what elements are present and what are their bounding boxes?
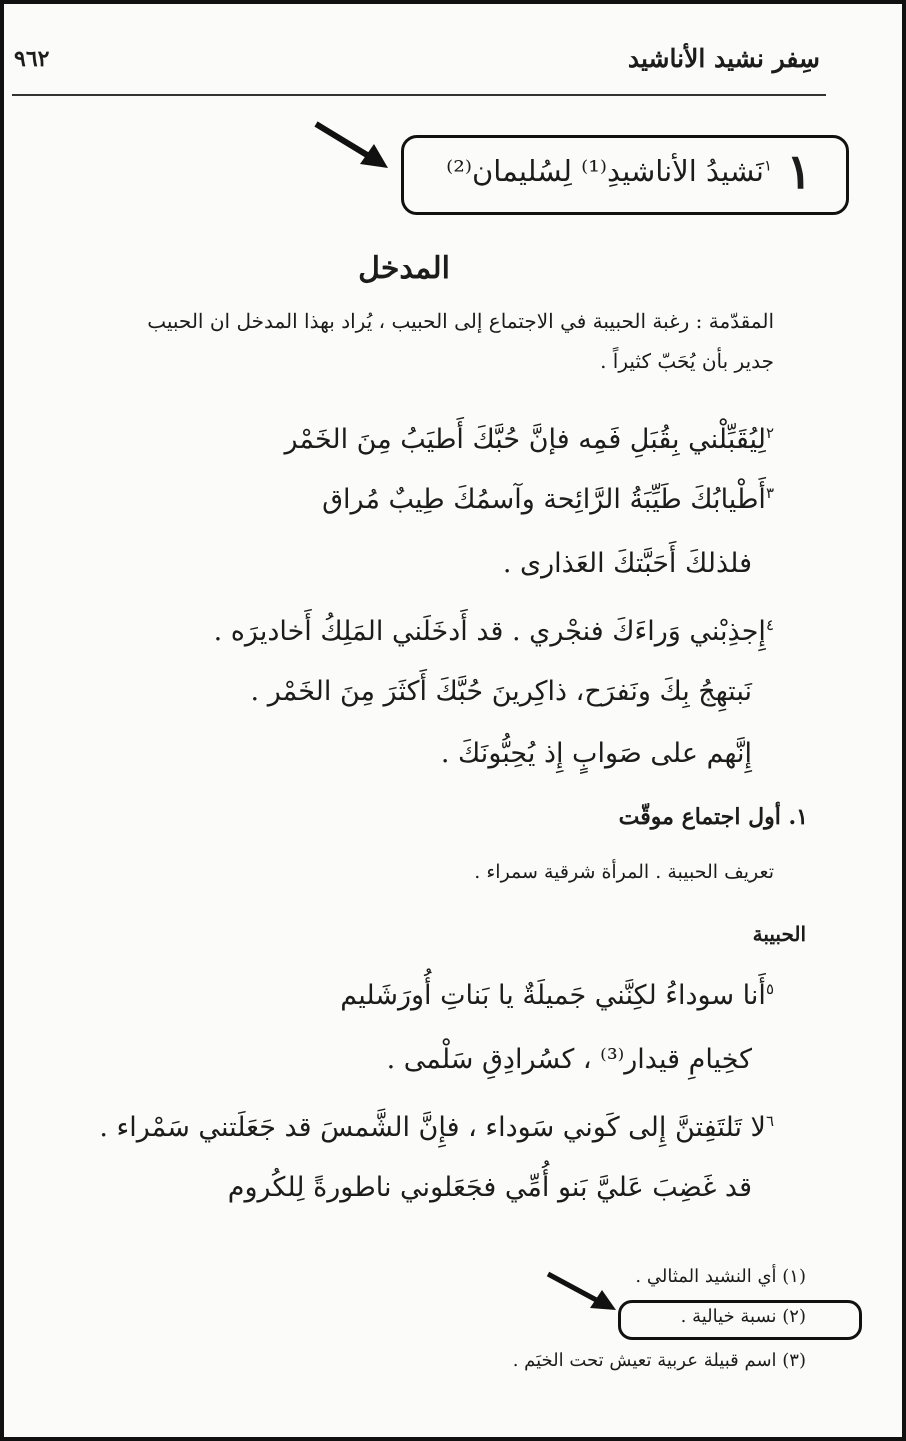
arrow-to-footnote-icon [542,1268,622,1320]
section-title: المدخل [358,251,450,286]
verse-line [284,424,774,455]
verse-line [214,616,774,647]
subsection-text: تعريف الحبيبة . المرأة شرقية سمراء . [474,861,774,883]
verse-mark: ٢ [765,424,774,442]
verse-mark: ١ [763,156,772,175]
verse-text: كخِيامِ قيدار⁽³⁾ ، كسُرادِقِ سَلْمى . [386,1044,752,1075]
verse-line [251,676,752,707]
verse-text: لِيُقَبِّلْني بِقُبَلِ فَمِه فإنَّ حُبَّكَ أَطيَبُ مِنَ الخَمْر [284,424,766,455]
verse-line [387,1044,752,1075]
verse-mark: ٦ [765,1112,774,1130]
verse-mark: ٣ [765,484,774,502]
verse-text: أَطْيابُكَ طَيِّبَةُ الرَّائِحة وآسمُكَ طِيبٌ مُراق [322,484,766,515]
verse-line [503,548,752,579]
page-number: ٩٦٢ [14,46,50,72]
verse-text: لا تَلتَفِتنَّ إِلى كَوني سَوداء ، فإِنَّ الشَّمسَ قد جَعَلَتني سَمْراء . [99,1112,766,1143]
footnote-2: (٢) نسبة خيالية . [680,1306,806,1327]
subsection-title: ١. أول اجتماع موقّت [618,804,808,830]
intro-line-1: المقدّمة : رغبة الحبيبة في الاجتماع إلى الحبيب ، يُراد بهذا المدخل ان الحبيب [147,309,774,333]
header-rule [12,94,826,96]
verse-text: إِجذِبْني وَراءَكَ فنجْري . قد أَدخَلَني المَلِكُ أَخاديرَه . [213,616,766,647]
chapter-number: ١ [786,144,812,200]
verse-text: نَبتهِجُ بِكَ ونَفرَح، ذاكِرينَ حُبَّكَ أَكثَرَ مِنَ الخَمْر . [250,676,752,707]
verse-line [441,738,752,769]
verse-mark: ٥ [765,980,774,998]
verse-text: قد غَضِبَ عَليَّ بَنو أُمِّي فجَعَلوني ناطورةً لِلكُروم [227,1172,752,1203]
verse-line [340,980,774,1011]
verse-line [99,1112,774,1143]
chapter-title [446,154,772,188]
footnote-3: (٣) اسم قبيلة عربية تعيش تحت الخيَم . [512,1350,806,1371]
chapter-title-text: نَشيدُ الأناشيدِ⁽¹⁾ لِسُليمان⁽²⁾ [446,154,764,188]
verse-text: إِنَّهم على صَوابٍ إِذ يُحِبُّونَكَ . [440,738,752,769]
footnote-1: (١) أي النشيد المثالي . [635,1266,806,1287]
running-header-title: سِفر نشيد الأناشيد [627,44,820,73]
verse-text: أَنا سوداءُ لكِنَّني جَميلَةٌ يا بَناتِ أُورَشَليم [340,980,766,1011]
verse-mark: ٤ [765,616,774,634]
speaker-label: الحبيبة [752,922,806,946]
intro-line-2: جدير بأن يُحَبّ كثيراً . [600,349,774,373]
verse-line [322,484,774,515]
arrow-to-title-icon [310,116,394,176]
verse-text: فلذلكَ أَحَبَّتكَ العَذارى . [502,548,752,579]
verse-line [228,1172,752,1203]
